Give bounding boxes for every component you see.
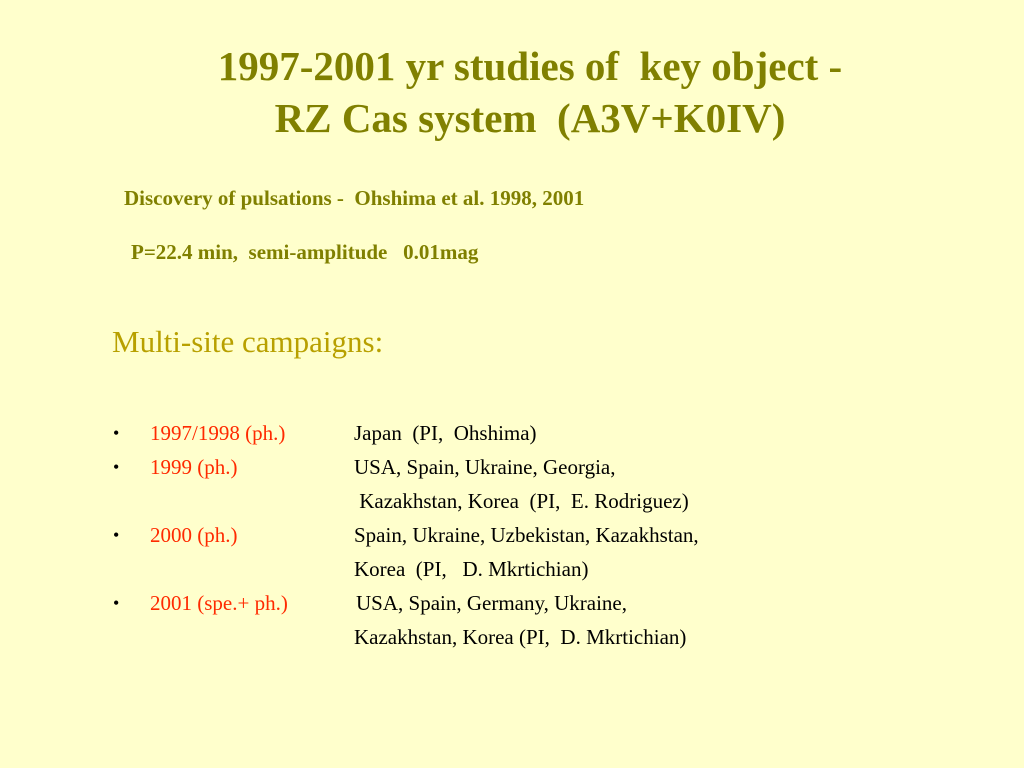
- title-line-1: 1997-2001 yr studies of key object -: [217, 43, 843, 89]
- campaign-year: 1997/1998 (ph.): [150, 421, 286, 445]
- campaign-item: [0, 450, 1024, 484]
- bullet-icon: •: [113, 525, 120, 545]
- period-subtitle: P=22.4 min, semi-amplitude 0.01mag: [131, 240, 479, 264]
- campaign-sites-continued: Kazakhstan, Korea (PI, D. Mkrtichian): [354, 625, 687, 649]
- slide-title: [0, 40, 1024, 144]
- campaign-item-continuation: [0, 552, 1024, 586]
- campaign-item-continuation: [0, 620, 1024, 654]
- campaign-item: [0, 416, 1024, 450]
- bullet-icon: •: [113, 457, 120, 477]
- campaign-sites: Japan (PI, Ohshima): [354, 421, 537, 445]
- bullet-icon: •: [113, 593, 120, 613]
- discovery-subtitle: Discovery of pulsations - Ohshima et al. 1998, 2001: [124, 186, 585, 210]
- campaign-sites: USA, Spain, Ukraine, Georgia,: [354, 455, 616, 479]
- campaign-year: 1999 (ph.): [150, 455, 238, 479]
- campaign-year: 2001 (spe.+ ph.): [150, 591, 288, 615]
- campaign-year: 2000 (ph.): [150, 523, 238, 547]
- campaign-item: [0, 586, 1024, 620]
- campaign-sites: USA, Spain, Germany, Ukraine,: [356, 591, 628, 615]
- campaign-sites-continued: Korea (PI, D. Mkrtichian): [354, 557, 589, 581]
- bullet-icon: •: [113, 423, 120, 443]
- campaign-item: [0, 518, 1024, 552]
- campaign-sites-continued: Kazakhstan, Korea (PI, E. Rodriguez): [354, 489, 689, 513]
- campaigns-heading: Multi-site campaigns:: [112, 324, 384, 359]
- campaign-sites: Spain, Ukraine, Uzbekistan, Kazakhstan,: [354, 523, 699, 547]
- campaign-item-continuation: [0, 484, 1024, 518]
- campaign-list: [0, 416, 1024, 654]
- title-line-2: RZ Cas system (A3V+K0IV): [274, 95, 786, 141]
